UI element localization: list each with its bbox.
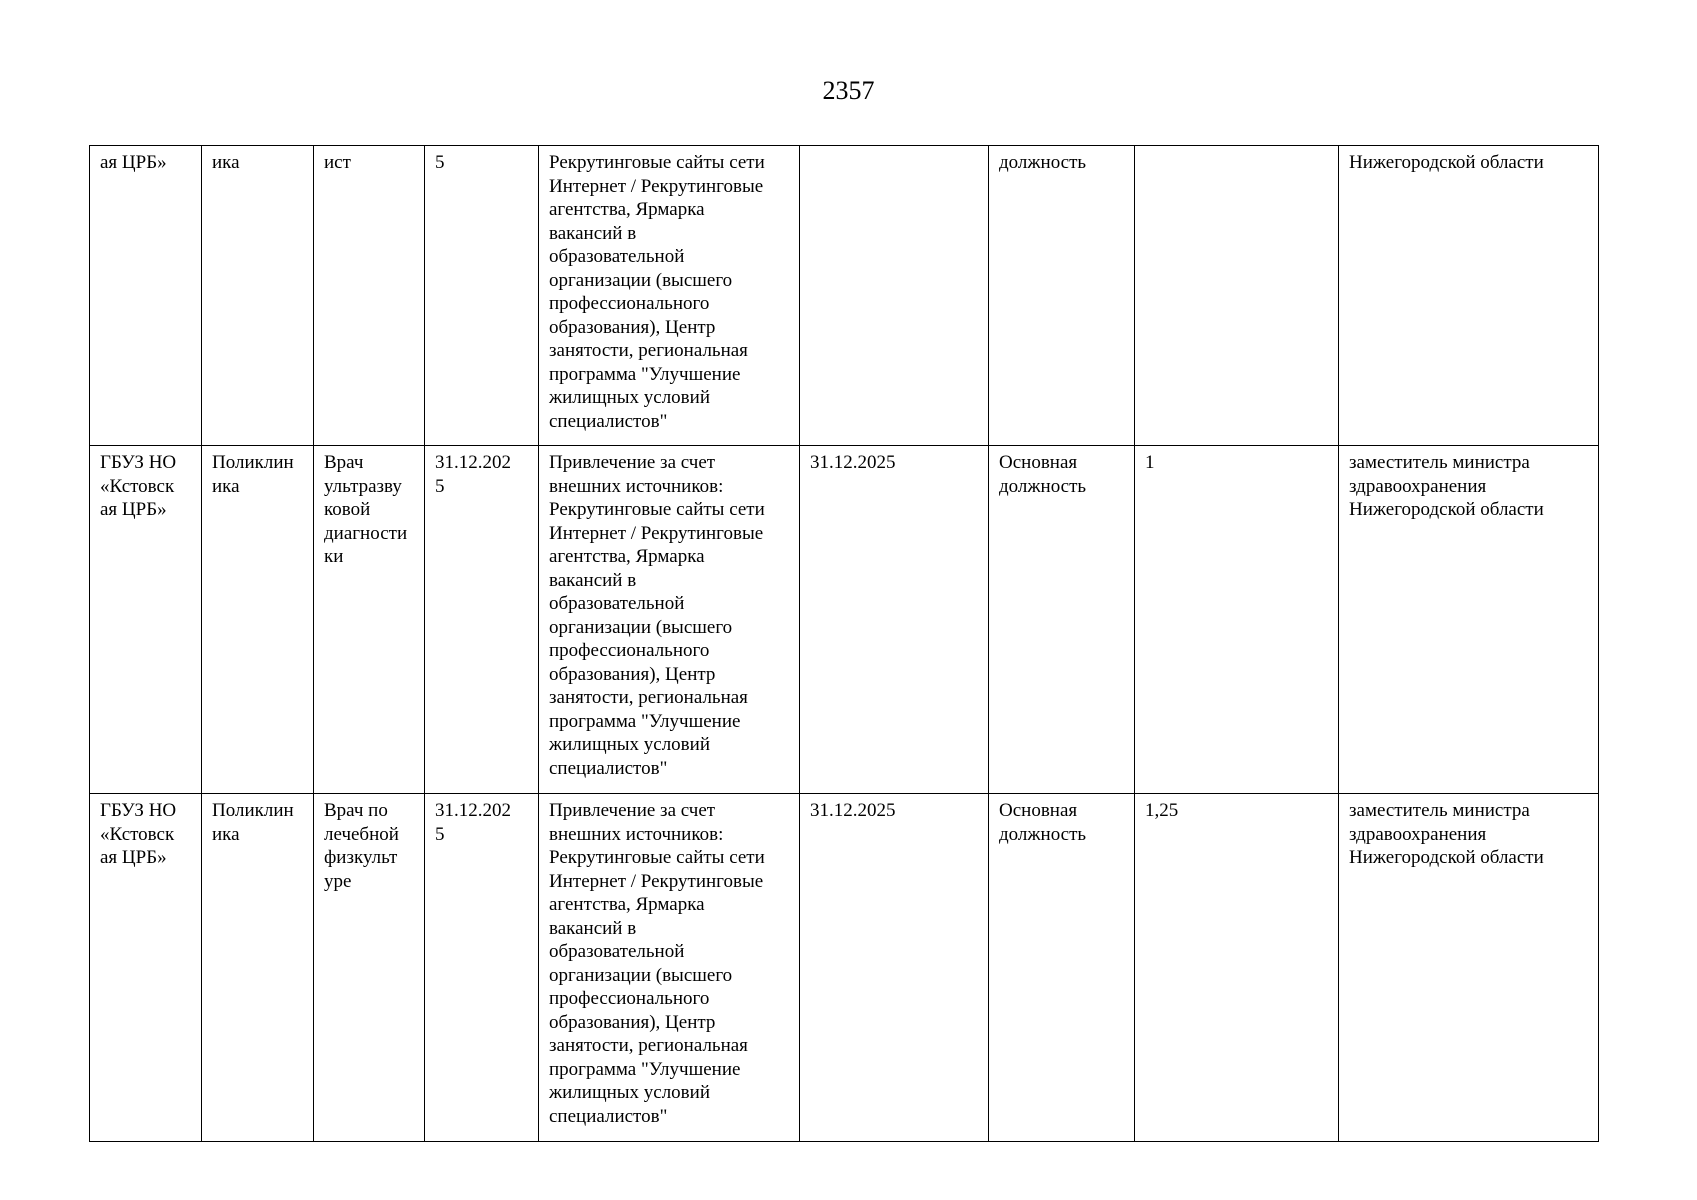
completion-date-cell: 31.12.2025: [800, 794, 989, 1142]
organization-cell: ая ЦРБ»: [90, 146, 202, 446]
position-type-cell: Основная должность: [989, 446, 1135, 794]
rate-cell: 1,25: [1135, 794, 1339, 1142]
responsible-cell: заместитель министра здравоохранения Нижегородской области: [1339, 446, 1599, 794]
page-number: 2357: [822, 76, 875, 105]
department-cell: Поликлин ика: [202, 446, 314, 794]
table-row: [90, 146, 1599, 446]
department-cell: ика: [202, 146, 314, 446]
responsible-cell: заместитель министра здравоохранения Нижегородской области: [1339, 794, 1599, 1142]
organization-cell: ГБУЗ НО «Кстовск ая ЦРБ»: [90, 794, 202, 1142]
staffing-table: [89, 145, 1599, 1142]
rate-cell: [1135, 146, 1339, 446]
table-row: [90, 446, 1599, 794]
deadline-cell: 31.12.202 5: [425, 794, 539, 1142]
position-cell: Врач ультразву ковой диагности ки: [314, 446, 425, 794]
recruitment-measures-cell: Рекрутинговые сайты сети Интернет / Рекрутинговые агентства, Ярмарка вакансий в образовательной организации (высшего профессионального образования), Центр занятости, региональная программа "Улучшение жилищных условий специалистов": [539, 146, 800, 446]
position-cell: Врач по лечебной физкульт уре: [314, 794, 425, 1142]
completion-date-cell: [800, 146, 989, 446]
position-type-cell: Основная должность: [989, 794, 1135, 1142]
recruitment-measures-cell: Привлечение за счет внешних источников: Рекрутинговые сайты сети Интернет / Рекрутинговые агентства, Ярмарка вакансий в образовательной организации (высшего профессионального образования), Центр занятости, региональная программа "Улучшение жилищных условий специалистов": [539, 446, 800, 794]
department-cell: Поликлин ика: [202, 794, 314, 1142]
position-type-cell: должность: [989, 146, 1135, 446]
completion-date-cell: 31.12.2025: [800, 446, 989, 794]
deadline-cell: 5: [425, 146, 539, 446]
organization-cell: ГБУЗ НО «Кстовск ая ЦРБ»: [90, 446, 202, 794]
table-row: [90, 794, 1599, 1142]
responsible-cell: Нижегородской области: [1339, 146, 1599, 446]
recruitment-measures-cell: Привлечение за счет внешних источников: Рекрутинговые сайты сети Интернет / Рекрутинговые агентства, Ярмарка вакансий в образовательной организации (высшего профессионального образования), Центр занятости, региональная программа "Улучшение жилищных условий специалистов": [539, 794, 800, 1142]
rate-cell: 1: [1135, 446, 1339, 794]
position-cell: ист: [314, 146, 425, 446]
deadline-cell: 31.12.202 5: [425, 446, 539, 794]
